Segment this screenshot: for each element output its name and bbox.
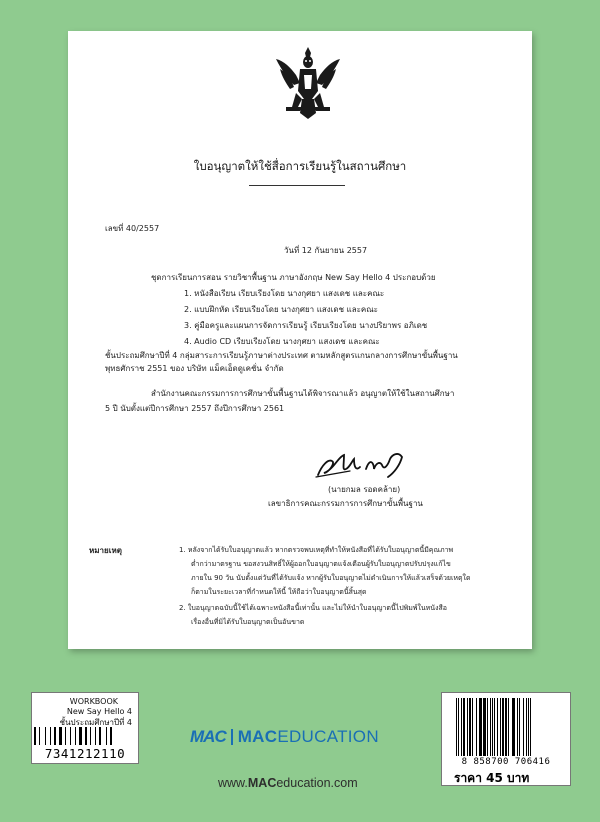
note-line: 1. หลังจากได้รับใบอนุญาตแล้ว หากตรวจพบเหตุที่ทำให้หนังสือที่ได้รับใบอนุญาตนี้มีคุณภาพ [179,546,454,554]
list-item: 1. หนังสือเรียน เรียบเรียงโดย นางกุศยา แสงเดช และคณะ [184,289,385,298]
intro-text: ชุดการเรียนการสอน รายวิชาพื้นฐาน ภาษาอังกฤษ New Say Hello 4 ประกอบด้วย [151,273,436,282]
price-label: ราคา 45 บาท [454,771,530,785]
logo-mark: MAC [190,727,226,746]
list-item: 2. แบบฝึกหัด เรียบเรียงโดย นางกุศยา แสงเดช และคณะ [184,305,378,314]
list-item: 3. คู่มือครูและแผนการจัดการเรียนรู้ เรียบเรียงโดย นางปริยาพร อภิเดช [184,321,428,330]
signer-name: (นายกมล รอดคล้าย) [328,485,401,494]
publisher-logo [190,727,379,747]
label-type: WORKBOOK [69,697,118,706]
license-date: วันที่ 12 กันยายน 2557 [284,246,368,255]
license-number: เลขที่ 40/2557 [105,224,160,233]
note-label: หมายเหตุ [89,546,122,555]
label-title: New Say Hello 4 [66,707,132,716]
note-line: เรื่องอื่นที่มิได้รับใบอนุญาตเป็นอันขาด [191,618,305,626]
permission-line: 5 ปี นับตั้งแต่ปีการศึกษา 2557 ถึงปีการศึกษา 2561 [105,404,285,413]
note-line: ก็ตามในระยะเวลาที่กำหนดให้นี้ ให้ถือว่าใบอนุญาตนี้สิ้นสุด [191,588,367,596]
logo-text: MACEDUCATION [237,727,379,746]
barcode-number: 8 858700 706416 [461,757,551,767]
isbn-barcode-box [441,692,571,786]
signer-title: เลขาธิการคณะกรรมการการศึกษาขั้นพื้นฐาน [268,499,423,508]
scope-line: พุทธศักราช 2551 ของ บริษัท แม็คเอ็ดดูเคชั่น จำกัด [105,364,284,373]
note-line: ภายใน 90 วัน นับตั้งแต่วันที่ได้รับแจ้ง หากผู้รับใบอนุญาตไม่ดำเนินการให้แล้วเสร็จด้วยเหตุใด [191,574,471,582]
document-title: ใบอนุญาตให้ใช้สื่อการเรียนรู้ในสถานศึกษา [193,159,407,173]
logo-divider [231,729,233,745]
signature-icon [314,447,410,481]
isbn-barcode [456,698,558,756]
scope-line: ชั้นประถมศึกษาปีที่ 4 กลุ่มสาระการเรียนรู้ภาษาต่างประเทศ ตามหลักสูตรแกนกลางการศึกษาขั้นพื้นฐาน [105,351,458,360]
license-document [68,31,532,649]
workbook-label [31,692,139,764]
label-grade: ชั้นประถมศึกษาปีที่ 4 [59,718,132,727]
garuda-emblem-icon [272,45,344,121]
label-barcode [34,727,136,745]
list-item: 4. Audio CD เรียบเรียงโดย นางกุศยา แสงเดช และคณะ [184,337,380,346]
permission-line: สำนักงานคณะกรรมการการศึกษาขั้นพื้นฐานได้พิจารณาแล้ว อนุญาตให้ใช้ในสถานศึกษา [151,389,455,398]
label-code: 7341212110 [44,746,126,761]
note-line: ต่ำกว่ามาตรฐาน ขอสงวนสิทธิ์ให้ผู้ออกใบอนุญาตแจ้งเตือนผู้รับใบอนุญาตปรับปรุงแก้ไข [191,560,451,568]
publisher-website: www.MACeducation.com [218,776,358,790]
note-line: 2. ใบอนุญาตฉบับนี้ใช้ได้เฉพาะหนังสือนี้เท่านั้น และไม่ให้นำใบอนุญาตนี้ไปพิมพ์ในหนังสือ [179,604,447,612]
title-underline [249,185,345,186]
